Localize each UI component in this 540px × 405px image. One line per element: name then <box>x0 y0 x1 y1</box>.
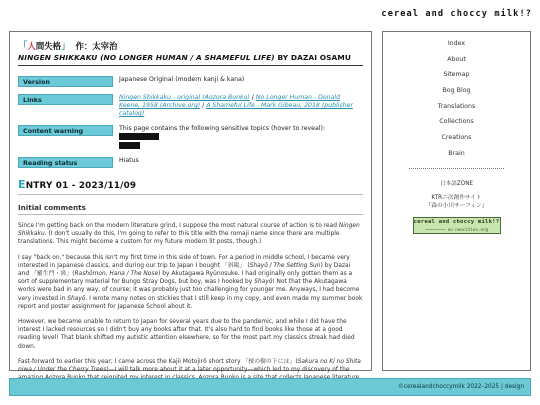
info-value-cw <box>113 125 363 150</box>
p4-text-a: Fast-forward to earlier this year; I came across the Kajii Motojirō short story 「桜の樹の下には」( <box>18 358 298 365</box>
post-title-en <box>18 53 363 66</box>
link-ktr-line2: 『森の小川サーフィン』 <box>425 202 488 209</box>
info-label-links: Links <box>18 94 113 105</box>
post-title-jp <box>18 41 363 52</box>
sidebar-divider <box>409 168 504 169</box>
title-kanji-rest: 間失格 <box>35 41 62 51</box>
footer <box>9 378 531 396</box>
nav-item-index[interactable]: Index <box>447 40 466 47</box>
site-button-badge[interactable] <box>413 217 501 234</box>
p1-text-b: . (I don't usually do this, I'm going to refer to this title with the romaji name since there are multiple translations. This might become a custom for my future modern lit posts, though.) <box>18 231 340 246</box>
p2-text-e: . I wrote many notes on stickies that I still keep in my copy, and even made my summer book report and poster assignment for Japanese School about it. <box>18 295 363 310</box>
nav-item-creations[interactable]: Creations <box>441 134 472 142</box>
info-value-reading: Hiatus <box>119 157 139 164</box>
p2-italic-1: Shayō / The Setting Sun <box>249 262 321 269</box>
paragraph-1 <box>18 222 363 247</box>
footer-text[interactable]: ©cerealandchoccymilk 2022–2025 | design <box>398 384 524 390</box>
nav-item-bog-blog[interactable]: Bog Blog <box>442 87 471 95</box>
sidebar <box>382 31 531 371</box>
link-sep-1: / <box>249 94 256 101</box>
censored-topic-2[interactable] <box>119 142 140 149</box>
link-japanese-zone[interactable]: 日本語ZONE <box>439 180 474 187</box>
badge-subtitle: ~~~~~~~~ on neocities.org <box>424 226 489 232</box>
info-value-links <box>113 94 363 118</box>
censored-topic-1[interactable] <box>119 133 159 140</box>
nav-item-translations[interactable]: Translations <box>437 102 476 110</box>
info-row-version <box>18 76 363 87</box>
nav-item-collections[interactable]: Collections <box>439 118 474 126</box>
nav-item-sitemap[interactable]: Sitemap <box>443 71 470 79</box>
paragraph-2 <box>18 254 363 311</box>
entry-heading-rest: NTRY 01 - 2023/11/09 <box>25 181 137 191</box>
title-bracket-open: 「 <box>18 41 28 52</box>
link-keene[interactable]: No Longer Human - Donald Keene, 1958 (Archive.org) <box>119 94 341 109</box>
section-heading-initial-comments: Initial comments <box>18 203 363 215</box>
info-label-version: Version <box>18 76 113 87</box>
link-sep-2: / <box>200 102 207 109</box>
p4-text-b: )—I will talk more about it at a later opportunity—which led to my discovery of the <box>106 367 350 374</box>
sidebar-nav <box>383 32 530 166</box>
p1-italic: Ningen Shikkaku <box>18 223 360 238</box>
p2-text-d: ! Not that the Akutagawa works were bad in any way, of course; it was probably just too challenging for younger me. Anyways, I had become very invested in <box>18 279 360 302</box>
info-value-version: Japanese Original (modern kanji & kana) <box>119 76 245 83</box>
p2-italic-2: Rashōmon, Hana / The Nose <box>74 271 159 278</box>
info-row-reading <box>18 157 363 168</box>
link-original[interactable]: Ningen Shikkaku - original (Aozora Bunko) <box>119 94 250 101</box>
info-table <box>18 76 363 168</box>
info-row-cw <box>18 125 363 150</box>
info-row-links <box>18 94 363 118</box>
p2-text-b: ) by Dazai and 「羅生門・鼻」( <box>18 262 351 278</box>
main-content <box>9 31 372 374</box>
info-label-cw: Content warning <box>18 125 113 136</box>
p4-italic: Sakura no Ki no Shita niwa / Under the Cherry Trees <box>18 358 361 374</box>
nav-item-brain[interactable]: Brain <box>448 149 465 157</box>
title-en-italic: NINGEN SHIKKAKU (NO LONGER HUMAN / A SHAMEFUL LIFE) <box>18 53 275 62</box>
nav-item-about[interactable]: About <box>447 55 466 63</box>
link-ktr-line1: KTRニ次創作サイト <box>431 194 482 201</box>
cw-text: This page contains the following sensitive topics (hover to reveal): <box>119 125 325 132</box>
entry-heading-initial: E <box>18 178 26 191</box>
p2-italic-3: Shayō <box>254 279 273 286</box>
site-title[interactable]: cereal and choccy milk!? <box>381 9 532 19</box>
p2-italic-4: Shayō <box>67 295 86 302</box>
title-en-rest: BY DAZAI OSAMU <box>274 53 351 62</box>
paragraph-3: However, we became unable to return to Japan for several years due to the pandemic, and while I did have the interest I lacked resources so I didn't buy any books after that. It's also hard to find books like those at a good reading level! That blank shifted my autistic attention elsewhere, so for the most part my classics streak had died down. <box>18 319 355 350</box>
p1-text: Since I'm getting back on the modern literature grind, I suppose the most natural course of action is to read <box>18 223 339 229</box>
title-bracket-close: 」 <box>61 41 71 52</box>
title-kanji-red: 人 <box>27 41 36 51</box>
link-gibeau[interactable]: A Shameful Life - Mark Gibeau, 2018 (publisher catalog) <box>119 102 353 117</box>
badge-title: cereal and choccy milk!? <box>413 218 500 225</box>
entry-heading <box>18 178 363 195</box>
link-ktr-fansite[interactable] <box>383 194 530 210</box>
p2-text-a: I say "back on," because this isn't my first time in this side of town. For a period in middle school, I became very interested in Japanese classics, and during our trip to Japan I bought 「斜陽」 ( <box>18 254 350 269</box>
p2-text-c: ) by Akutagawa Ryūnosuke. I had originally only gotten them as a sort of supplementary material for Bungo Stray Dogs, but boy, was I hooked by <box>18 271 353 286</box>
title-author-jp: 作：太宰治 <box>75 41 118 51</box>
info-label-reading: Reading status <box>18 157 113 168</box>
